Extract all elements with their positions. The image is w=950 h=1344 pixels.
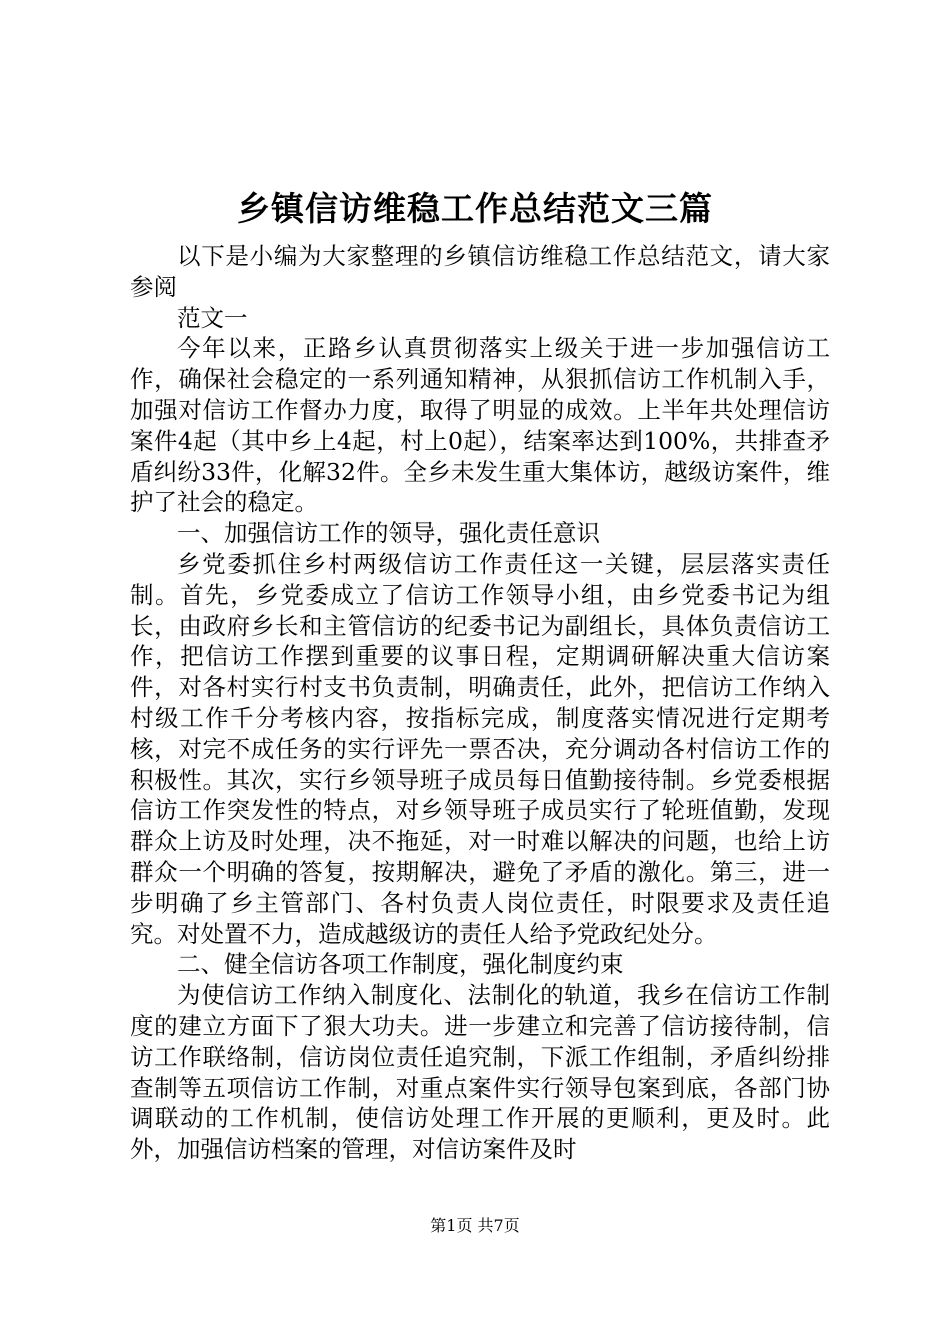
section-label-sample-one: 范文一 <box>177 303 248 332</box>
intro-paragraph: 以下是小编为大家整理的乡镇信访维稳工作总结范文，请大家参阅 <box>130 242 830 301</box>
document-body <box>130 241 830 1165</box>
summary-paragraph: 今年以来，正路乡认真贯彻落实上级关于进一步加强信访工作，确保社会稳定的一系列通知精神，从狠抓信访工作机制入手，加强对信访工作督办力度，取得了明显的成效。上半年共处理信访案件4起（其中乡上4起，村上0起），结案率达到100%，共排查矛盾纠纷33件，化解32件。全乡未发生重大集体访，越级访案件，维护了社会的稳定。 <box>130 334 830 517</box>
heading-section-two: 二、健全信访各项工作制度，强化制度约束 <box>177 950 624 979</box>
document-title: 乡镇信访维稳工作总结范文三篇 <box>237 189 713 228</box>
page-footer: 第1页 共7页 <box>430 1216 520 1235</box>
heading-section-one: 一、加强信访工作的领导，强化责任意识 <box>177 519 600 548</box>
section-two-paragraph: 为使信访工作纳入制度化、法制化的轨道，我乡在信访工作制度的建立方面下了狠大功夫。进一步建立和完善了信访接待制，信访工作联络制，信访岗位责任追究制，下派工作组制，矛盾纠纷排查制等五项信访工作制，对重点案件实行领导包案到底，各部门协调联动的工作机制，使信访处理工作开展的更顺利，更及时。此外，加强信访档案的管理，对信访案件及时 <box>130 981 830 1164</box>
section-one-paragraph: 乡党委抓住乡村两级信访工作责任这一关键，层层落实责任制。首先，乡党委成立了信访工作领导小组，由乡党委书记为组长，由政府乡长和主管信访的纪委书记为副组长，具体负责信访工作，把信访工作摆到重要的议事日程，定期调研解决重大信访案件，对各村实行村支书负责制，明确责任，此外，把信访工作纳入村级工作千分考核内容，按指标完成，制度落实情况进行定期考核，对完不成任务的实行评先一票否决，充分调动各村信访工作的积极性。其次，实行乡领导班子成员每日值勤接待制。乡党委根据信访工作突发性的特点，对乡领导班子成员实行了轮班值勤，发现群众上访及时处理，决不拖延，对一时难以解决的问题，也给上访群众一个明确的答复，按期解决，避免了矛盾的激化。第三，进一步明确了乡主管部门、各村负责人岗位责任，时限要求及责任追究。对处置不力，造成越级访的责任人给予党政纪处分。 <box>130 549 830 948</box>
